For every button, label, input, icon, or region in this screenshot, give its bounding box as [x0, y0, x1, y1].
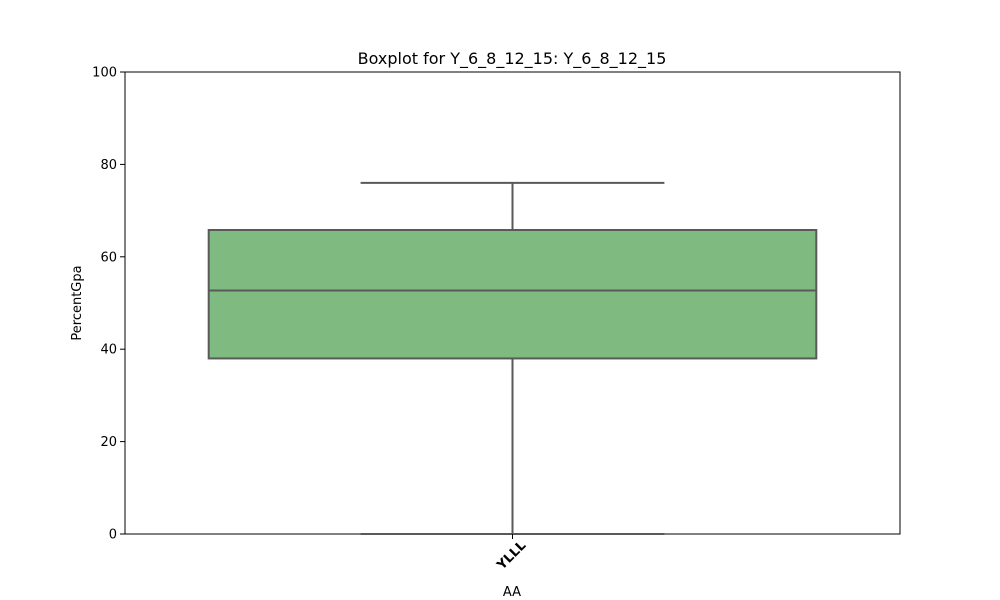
y-tick-label: 20 [100, 435, 117, 451]
y-tick-label: 0 [108, 527, 117, 543]
x-axis [494, 534, 530, 574]
y-tick-label: 40 [100, 342, 117, 358]
y-tick-label: 60 [100, 250, 117, 266]
y-axis-label: PercentGpa [70, 265, 85, 341]
iqr-box [209, 230, 817, 358]
y-tick-label: 80 [100, 157, 117, 173]
y-tick-label: 100 [92, 65, 117, 81]
box-group [209, 183, 817, 534]
chart-title: Boxplot for Y_6_8_12_15: Y_6_8_12_15 [357, 49, 667, 68]
y-axis [92, 66, 125, 543]
x-axis-label: AA [502, 585, 522, 600]
x-tick-label: YLLL [494, 538, 530, 574]
